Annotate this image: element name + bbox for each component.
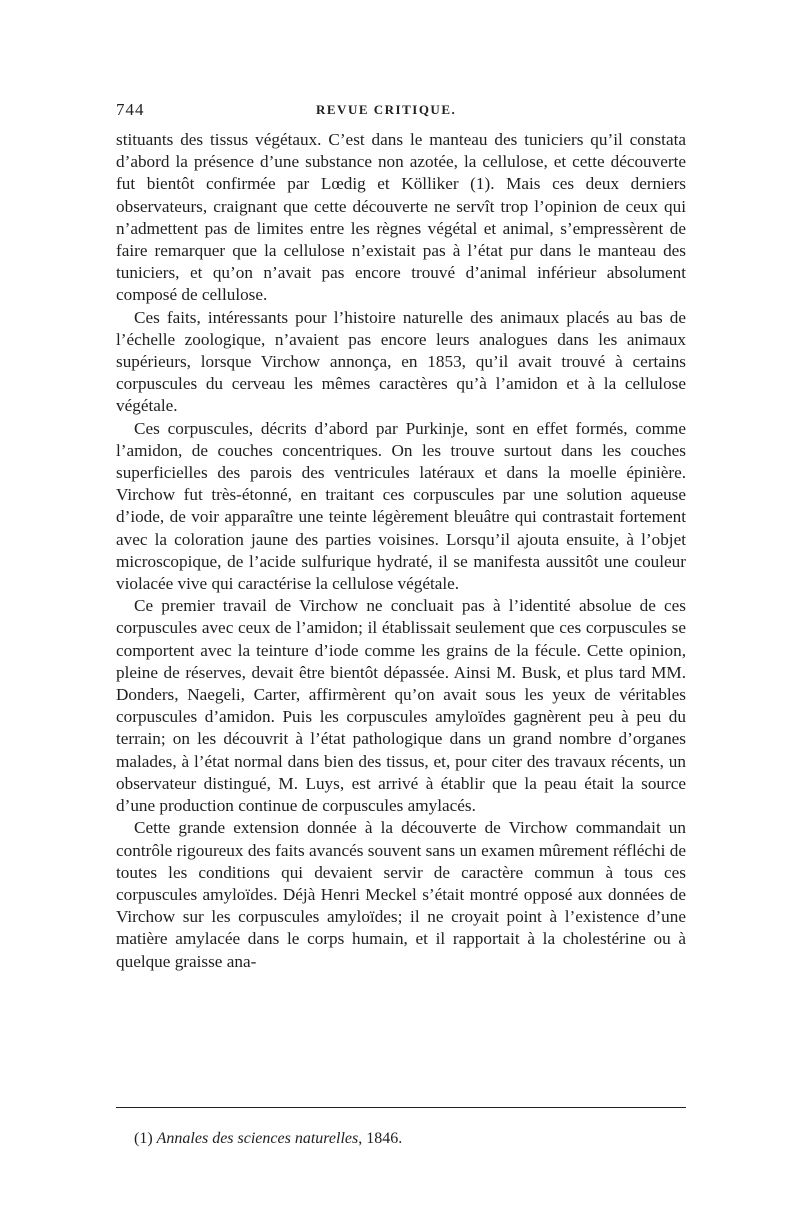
paragraph: Cette grande extension donnée à la découverte de Virchow commandait un contrôle rigoureux des faits avancés souvent sans un examen mûrement réfléchi de toutes les conditions qui devaient servir de caractère commun à tous ces corpuscules amyloïdes. Déjà Henri Meckel s’était montré opposé aux données de Virchow sur les corpuscules amyloïdes; il ne croyait point à l’existence d’une matière amylacée dans le corps humain, et il rapportait à la cholestérine ou à quelque graisse ana-: [116, 818, 686, 971]
footnote-marker: (1): [134, 1130, 153, 1147]
paragraph: stituants des tissus végétaux. C’est dans le manteau des tuniciers qu’il constata d’abord la présence d’une substance non azotée, la cellulose, et cette découverte fut bientôt confirmée par Lœdig et Kölliker (1). Mais ces deux derniers observateurs, craignant que cette découverte ne servît trop l’opinion de ceux qui n’admettent pas de limites entre les règnes végétal et animal, s’empressèrent de faire remarquer que la cellulose n’existait pas à l’état pur dans le manteau des tuniciers, et qu’on n’avait pas encore trouvé d’animal inférieur absolument composé de cellulose.: [116, 130, 686, 305]
paragraph: Ce premier travail de Virchow ne concluait pas à l’identité absolue de ces corpuscules avec ceux de l’amidon; il établissait seulement que ces corpuscules se comportent avec la teinture d’iode comme les grains de la fécule. Cette opinion, pleine de réserves, devait être bientôt dépassée. Ainsi M. Busk, et plus tard MM. Donders, Naegeli, Carter, affirmèrent qu’on avait sous les yeux de véritables corpuscules d’amidon. Puis les corpuscules amyloïdes gagnèrent peu à peu du terrain; on les découvrit à l’état pathologique dans un grand nombre d’organes malades, à l’état normal dans bien des tissus, et, pour citer des travaux récents, un observateur distingué, M. Luys, est arrivé à établir que la peau était la source d’une production continue de corpuscules amylacés.: [116, 596, 686, 816]
body-text: [116, 129, 686, 973]
paragraph: Ces faits, intéressants pour l’histoire naturelle des animaux placés au bas de l’échelle zoologique, n’avaient pas encore leurs analogues dans les animaux supérieurs, lorsque Virchow annonça, en 1853, qu’il avait trouvé à certains corpuscules du cerveau les mêmes caractères qu’à l’amidon et à la cellulose végétale.: [116, 307, 686, 416]
footnote: [134, 1130, 402, 1148]
running-title: REVUE CRITIQUE.: [316, 102, 457, 117]
footnote-divider: [116, 1107, 686, 1108]
footnote-suffix: , 1846.: [358, 1130, 403, 1147]
paragraph: Ces corpuscules, décrits d’abord par Purkinje, sont en effet formés, comme l’amidon, de couches concentriques. On les trouve surtout dans les couches superficielles des parois des ventricules latéraux et dans la moelle épinière. Virchow fut très-étonné, en traitant ces corpuscules par une solution aqueuse d’iode, de voir apparaître une teinte légèrement bleuâtre qui contrastait fortement avec la coloration jaune des parties voisines. Lorsqu’il ajouta ensuite, à l’objet microscopique, de l’acide sulfurique hydraté, il se manifesta aussitôt une couleur violacée vive qui caractérise la cellulose végétale.: [116, 418, 686, 594]
page-header: [116, 96, 686, 124]
page-number: 744: [116, 100, 145, 119]
page: [116, 96, 686, 973]
footnote-title: Annales des sciences naturelles: [156, 1130, 359, 1147]
